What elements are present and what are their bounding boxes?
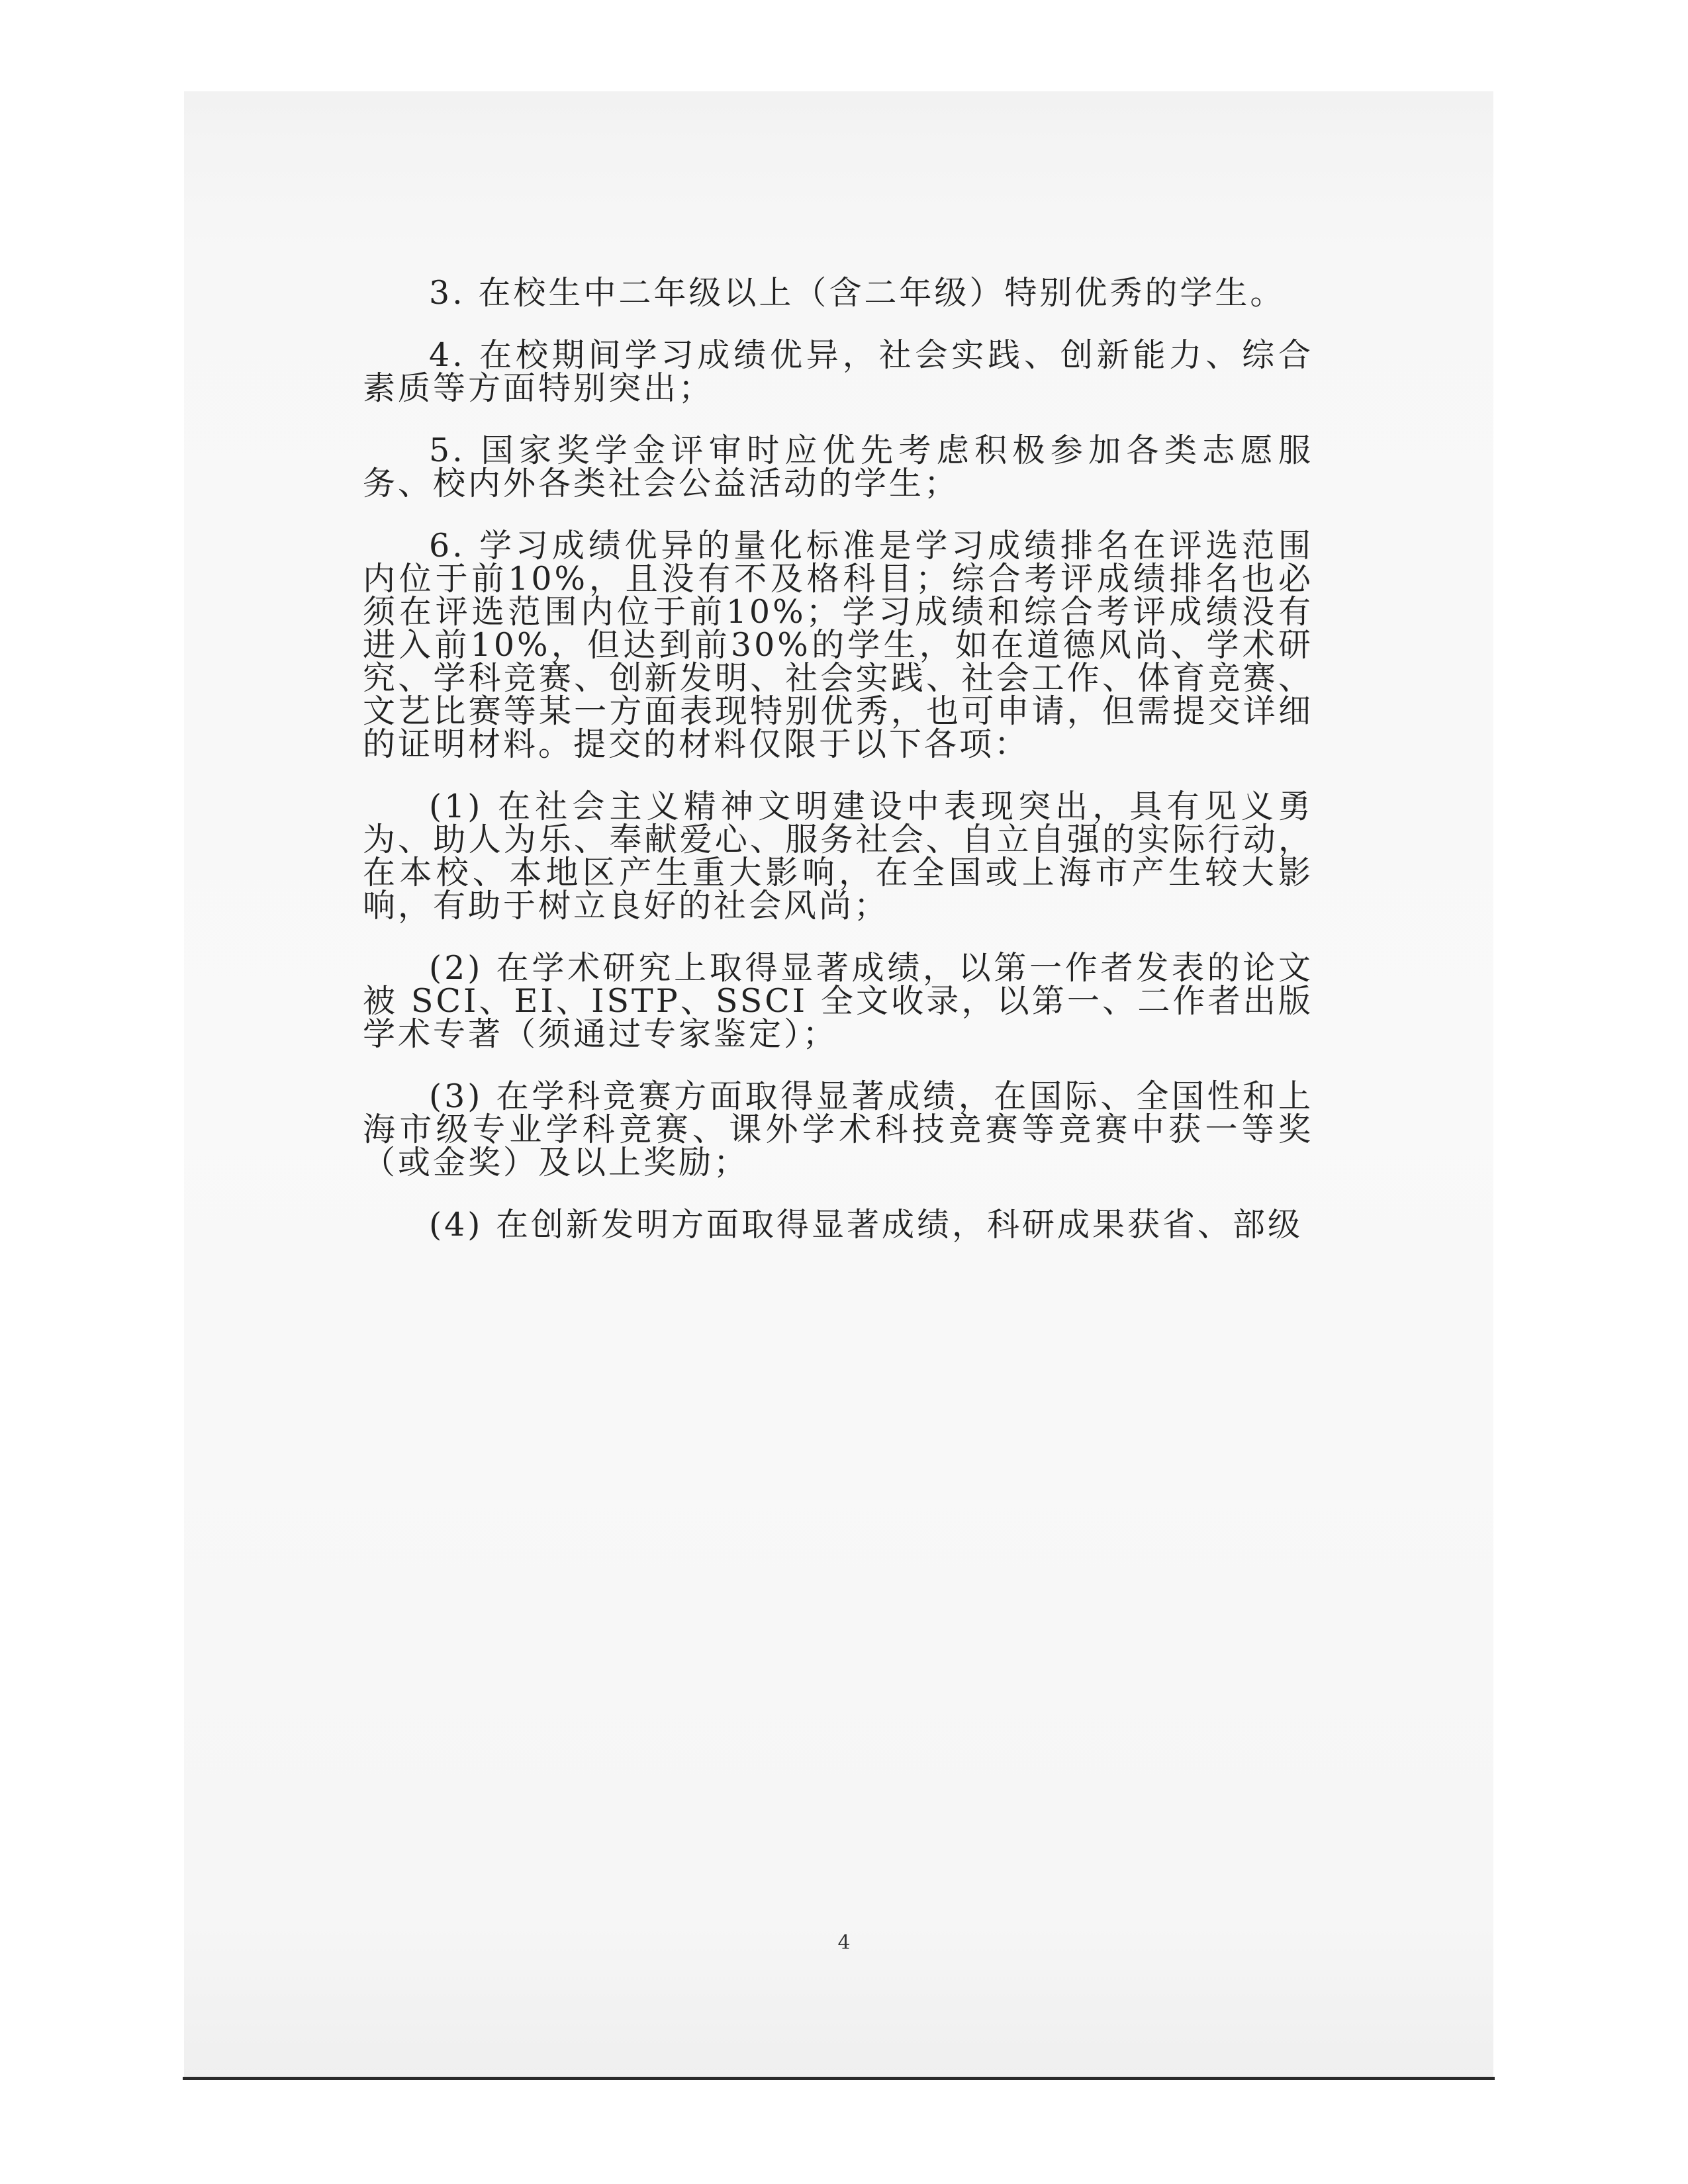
paragraph-subitem-2: (2) 在学术研究上取得显著成绩，以第一作者发表的论文被 SCI、EI、ISTP、SSCI 全文收录，以第一、二作者出版学术专著（须通过专家鉴定）； bbox=[363, 949, 1313, 1053]
paragraph-subitem-3: (3) 在学科竞赛方面取得显著成绩，在国际、全国性和上海市级专业学科竞赛、课外学术科技竞赛等竞赛中获一等奖（或金奖）及以上奖励； bbox=[363, 1077, 1313, 1181]
paragraph-item-3: 3. 在校生中二年级以上（含二年级）特别优秀的学生。 bbox=[429, 274, 1286, 312]
paragraph-item-6: 6. 学习成绩优异的量化标准是学习成绩排名在评选范围内位于前10%，且没有不及格科目；综合考评成绩排名也必须在评选范围内位于前10%；学习成绩和综合考评成绩没有进入前10%，但达到前30%的学生，如在道德风尚、学术研究、学科竞赛、创新发明、社会实践、社会工作、体育竞赛、文艺比赛等某一方面表现特别优秀，也可申请，但需提交详细的证明材料。提交的材料仅限于以下各项： bbox=[363, 527, 1313, 763]
page-number: 4 bbox=[837, 1931, 851, 1954]
paragraph-subitem-4: (4) 在创新发明方面取得显著成绩，科研成果获省、部级 bbox=[429, 1206, 1303, 1244]
sheet-bottom-edge bbox=[183, 2077, 1495, 2080]
document-body bbox=[363, 274, 1313, 1244]
paragraph-item-4: 4. 在校期间学习成绩优异，社会实践、创新能力、综合素质等方面特别突出； bbox=[363, 336, 1313, 407]
paragraph-item-5: 5. 国家奖学金评审时应优先考虑积极参加各类志愿服务、校内外各类社会公益活动的学生； bbox=[363, 432, 1313, 502]
paragraph-subitem-1: (1) 在社会主义精神文明建设中表现突出，具有见义勇为、助人为乐、奉献爱心、服务社会、自立自强的实际行动，在本校、本地区产生重大影响，在全国或上海市产生较大影响，有助于树立良好的社会风尚； bbox=[363, 788, 1313, 925]
